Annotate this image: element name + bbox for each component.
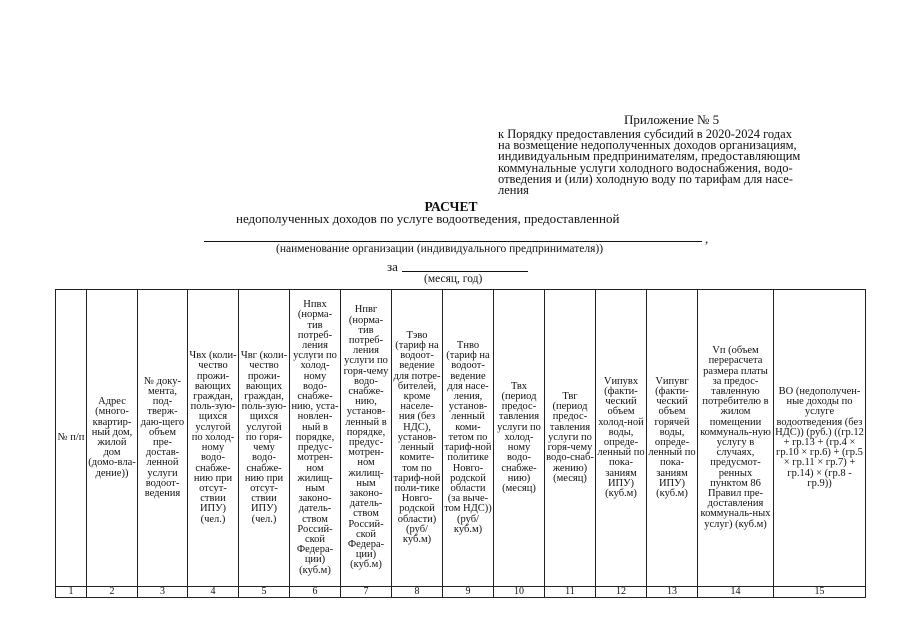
- document-subtitle: недополученных доходов по услуге водоотведения, предоставленной: [236, 211, 620, 226]
- column-number: 6: [290, 587, 341, 598]
- calculation-table: [55, 289, 866, 598]
- column-number: 10: [494, 587, 545, 598]
- column-number: 9: [443, 587, 494, 598]
- column-header: Адрес (много-квартир-ный дом, жилой дом (домо-вла-дение)): [87, 290, 138, 587]
- appendix-line: коммунальные услуги холодного водоснабжения, водо-: [498, 160, 793, 175]
- column-header: Vипувх (факти-ческий объем холод-ной воды, опреде-ленный по пока-заниям ИПУ) (куб.м): [596, 290, 647, 587]
- column-header: Нпвх (норма-тив потреб-ления услуги по холод-ному водо-снабже-нию, уста-новлен-ный в порядке, предус-мотрен-ном жилищ-ным законо-датель-ством Россий-ской Федера-ции) (куб.м): [290, 290, 341, 587]
- column-number: 15: [774, 587, 866, 598]
- period-caption: (месяц, год): [424, 273, 483, 285]
- document-title: РАСЧЕТ: [424, 199, 478, 214]
- organization-comma: ,: [705, 231, 709, 246]
- column-header: Vипувг (факти-ческий объем горячей воды, опреде-ленный по пока-заниям ИПУ) (куб.м): [647, 290, 698, 587]
- period-label: за: [387, 259, 398, 274]
- appendix-line: на возмещение недополученных доходов организациям,: [498, 138, 797, 153]
- column-number: 14: [698, 587, 774, 598]
- column-header: № доку-мента, под-тверж-даю-щего объем пре-достав-ленной услуги водоот-ведения: [138, 290, 188, 587]
- column-number: 12: [596, 587, 647, 598]
- column-header: Тэво (тариф на водоот-ведение для потре-бителей, кроме населе-ния (без НДС), установ-ленный комите-том по тариф-ной поли-тике Новго-родской области) (руб/куб.м): [392, 290, 443, 587]
- column-header: Нпвг (норма-тив потреб-ления услуги по горя-чему водо-снабже-нию, установ-ленный в порядке, предус-мотрен-ном жилищ-ным законо-датель-ством Россий-ской Федера-ции) (куб.м): [341, 290, 392, 587]
- appendix-title: Приложение № 5: [624, 112, 720, 127]
- organization-fill-line[interactable]: [204, 241, 702, 242]
- appendix-line: отведения и (или) холодную воду по тарифам для насе-: [498, 171, 793, 186]
- column-number: 3: [138, 587, 188, 598]
- organization-caption: (наименование организации (индивидуального предпринимателя)): [276, 243, 604, 255]
- column-number: 8: [392, 587, 443, 598]
- column-number: 2: [87, 587, 138, 598]
- table-header-row: [56, 290, 866, 587]
- column-number-row: [56, 587, 866, 598]
- column-header: Тнво (тариф на водоот-ведение для насе-ления, установ-ленный коми-тетом по тариф-ной политике Новго-родской области (за выче-том НДС)) (руб/куб.м): [443, 290, 494, 587]
- column-number: 4: [188, 587, 239, 598]
- appendix-line: ления: [498, 183, 529, 198]
- column-header: Твг (период предос-тавления услуги по горя-чему водо-снаб-жению) (месяц): [545, 290, 596, 587]
- column-number: 13: [647, 587, 698, 598]
- appendix-line: к Порядку предоставления субсидий в 2020-2024 годах: [498, 127, 792, 141]
- column-header: Чвх (коли-чество прожи-вающих граждан, поль-зую-щихся услугой по холод-ному водо-снабже-нию при отсут-ствии ИПУ) (чел.): [188, 290, 239, 587]
- appendix-line: индивидуальным предпринимателям, предоставляющим: [498, 149, 801, 164]
- period-fill-line[interactable]: [402, 271, 528, 272]
- appendix-description: [498, 129, 860, 196]
- column-header: ВО (недополучен-ные доходы по услуге водоотведения (без НДС)) (руб.) ((гр.12 + гр.13 + (гр.4 × гр.10 × гр.6) + (гр.5 × гр.11 × гр.7) + гр.14) × (гр.8 - гр.9)): [774, 290, 866, 587]
- column-header: № п/п: [56, 290, 87, 587]
- column-number: 1: [56, 587, 87, 598]
- column-number: 5: [239, 587, 290, 598]
- column-number: 7: [341, 587, 392, 598]
- column-header: Твх (период предос-тавления услуги по холод-ному водо-снабже-нию) (месяц): [494, 290, 545, 587]
- column-header: Vп (объем перерасчета размера платы за предос-тавленную потребителю в жилом помещении коммуналь-ную услугу в случаях, предусмот-ренных пунктом 86 Правил пре-доставления коммуналь-ных услуг) (куб.м): [698, 290, 774, 587]
- column-number: 11: [545, 587, 596, 598]
- column-header: Чвг (коли-чество прожи-вающих граждан, поль-зую-щихся услугой по горя-чему водо-снабже-нию при отсут-ствии ИПУ) (чел.): [239, 290, 290, 587]
